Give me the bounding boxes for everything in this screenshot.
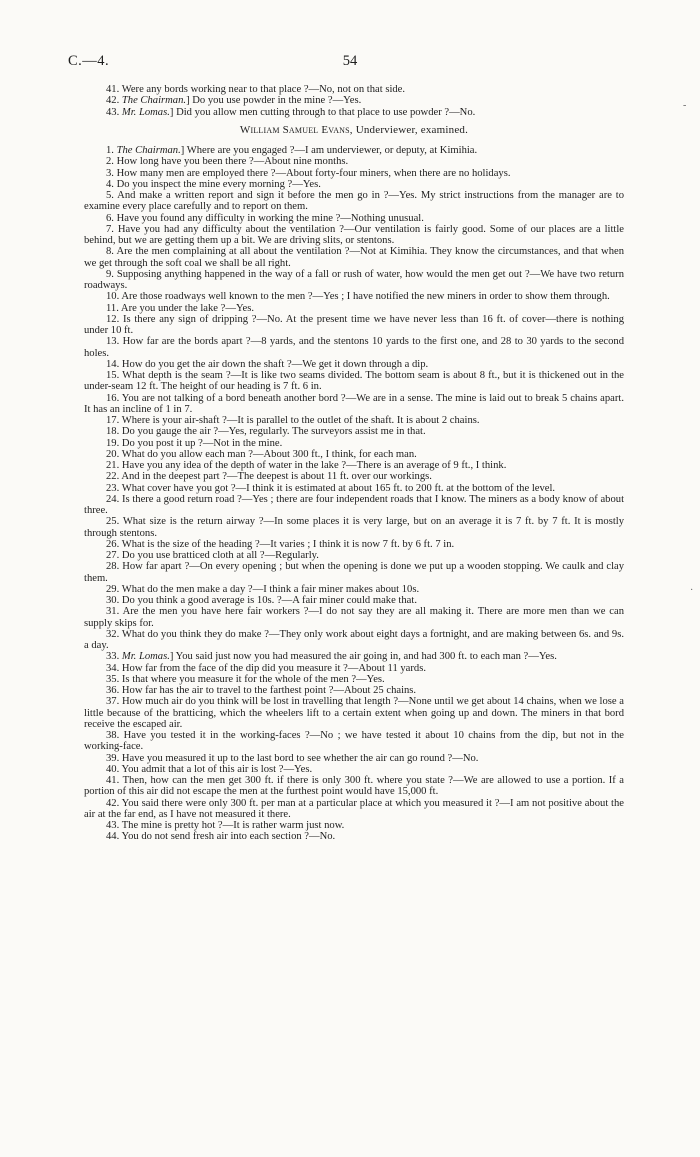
question-number: 20. <box>106 448 122 460</box>
question-text: Have you any idea of the depth of water in the lake ?—There is an average of 9 ft., I think. <box>121 460 507 471</box>
question-number: 41. <box>106 775 123 786</box>
question-text: Have you had any difficulty about the ventilation ?—Our ventilation is fairly good. Some of our places are a little behind, but we are getting them up a bit. We are driving slits, or stentons. <box>84 223 624 246</box>
question-paragraph <box>84 550 624 561</box>
question-paragraph <box>84 84 624 95</box>
question-paragraph <box>84 168 624 179</box>
question-text: Are the men you have here fair workers ?—I do not say they are all making it. There are more men than we can supply skips for. <box>84 606 624 629</box>
question-number: 39. <box>106 752 122 764</box>
question-paragraph <box>84 269 624 292</box>
question-number: 4. <box>106 178 117 190</box>
speaker-name: Mr. Lomas. <box>121 106 170 118</box>
question-number: 18. <box>106 426 122 438</box>
question-paragraph <box>84 314 624 337</box>
question-number: 29. <box>106 583 122 595</box>
question-text: Did you allow men cutting through to that place to use powder ?—No. <box>176 106 476 118</box>
question-paragraph <box>84 449 624 460</box>
question-paragraph <box>84 831 624 842</box>
question-text: What do the men make a day ?—I think a fair miner makes about 10s. <box>121 583 420 595</box>
question-number: 40. <box>106 763 122 775</box>
page-body <box>84 84 624 843</box>
question-paragraph <box>84 764 624 775</box>
question-text: Do you inspect the mine every morning ?—Yes. <box>116 178 321 190</box>
question-number: 14. <box>106 358 122 370</box>
question-number: 43. <box>106 820 122 831</box>
question-paragraph <box>84 179 624 190</box>
question-text: How far are the bords apart ?—8 yards, and the stentons 10 yards to the first one, and 28 to 30 yards to the second holes. <box>84 336 625 359</box>
question-paragraph <box>84 426 624 437</box>
question-paragraph <box>84 663 624 674</box>
question-text: Where are you engaged ?—I am underviewer, or deputy, at Kimihia. <box>186 145 478 156</box>
question-number: 16. <box>106 392 122 404</box>
question-number: 6. <box>106 212 117 224</box>
question-number: 9. <box>106 268 117 280</box>
question-paragraph <box>84 471 624 482</box>
question-paragraph <box>84 438 624 449</box>
question-number: 1. <box>106 145 117 156</box>
question-text: The mine is pretty hot ?—It is rather warm just now. <box>121 820 345 831</box>
question-paragraph: 1. The Chairman.] Where are you engaged ?—I am underviewer, or deputy, at Kimihia. <box>106 145 478 156</box>
question-number: 22. <box>106 471 122 483</box>
question-number: 5. <box>106 190 118 201</box>
question-paragraph <box>84 303 624 314</box>
question-text: And in the deepest part ?—The deepest is about 11 ft. over our workings. <box>121 471 432 483</box>
question-paragraph <box>84 370 624 393</box>
question-paragraph <box>84 674 624 685</box>
question-text: How far apart ?—On every opening ; but when the opening is done we put up a wooden stopping. We caulk and clay them. <box>84 561 625 584</box>
question-paragraph: 33. Mr. Lomas.] You said just now you had measured the air going in, and had 300 ft. to each man ?—Yes. <box>106 651 557 663</box>
witness-role: , Underviewer, examined. <box>349 123 469 136</box>
question-paragraph <box>84 393 624 416</box>
question-paragraph <box>84 224 624 247</box>
question-paragraph <box>84 820 624 831</box>
question-paragraph <box>84 516 624 539</box>
question-paragraph <box>84 336 624 359</box>
question-number: 34. <box>106 662 122 674</box>
question-text: Were any bords working near to that place ?—No, not on that side. <box>121 84 406 95</box>
question-text: Have you measured it up to the last bord to see whether the air can go round ?—No. <box>121 752 479 764</box>
question-paragraph <box>84 685 624 696</box>
question-paragraph <box>84 798 624 821</box>
question-text: How many men are employed there ?—About forty-four miners, when there are no holidays. <box>116 167 511 179</box>
question-number: 13. <box>106 336 123 348</box>
question-paragraph <box>84 561 624 584</box>
question-number: 15. <box>106 370 123 381</box>
question-text: Supposing anything happened in the way of a fall or rush of water, how would the men get out ?—We have two return roadways. <box>84 268 624 291</box>
speaker-name: Mr. Lomas. <box>121 651 170 663</box>
question-text: Are the men complaining at all about the ventilation ?—Not at Kimihia. They know the circumstances, and that when we get through the soft coal we shall be all right. <box>84 246 624 269</box>
question-number: 10. <box>106 291 122 303</box>
question-paragraph: 42. The Chairman.] Do you use powder in the mine ?—Yes. <box>106 95 362 107</box>
question-number: 42. <box>106 95 122 107</box>
question-paragraph <box>84 246 624 269</box>
question-text: Is there a good return road ?—Yes ; there are four independent roads that I know. The miners as a body know of about three. <box>84 493 625 516</box>
question-paragraph <box>84 539 624 550</box>
previous-testimony <box>84 84 624 118</box>
question-text: Do you use powder in the mine ?—Yes. <box>192 95 362 107</box>
question-number: 31. <box>106 606 123 618</box>
question-number: 35. <box>106 673 122 685</box>
question-number: 38. <box>106 730 124 741</box>
question-paragraph <box>84 775 624 798</box>
question-text: Do you use bratticed cloth at all ?—Regularly. <box>121 550 319 561</box>
question-text: How do you get the air down the shaft ?—We get it down through a dip. <box>121 358 429 370</box>
question-text: You do not send fresh air into each section ?—No. <box>121 831 336 843</box>
question-number: 26. <box>106 538 122 550</box>
question-text: Do you think a good average is 10s. ?—A fair miner could make that. <box>121 595 417 606</box>
margin-mark: · <box>690 585 694 596</box>
question-paragraph <box>84 213 624 224</box>
question-number: 32. <box>106 628 122 640</box>
question-text: How far has the air to travel to the farthest point ?—About 25 chains. <box>121 685 417 696</box>
question-number: 19. <box>106 437 122 449</box>
page-header <box>0 0 700 80</box>
question-paragraph <box>84 291 624 302</box>
question-paragraph <box>84 359 624 370</box>
question-text: Where is your air-shaft ?—It is parallel to the outlet of the shaft. It is about 2 chains. <box>121 415 480 426</box>
question-text: Then, how can the men get 300 ft. if there is only 300 ft. where you state ?—We are allowed to use a portion. If a portion of this air did not escape the men at the furthest point would have 15,000 ft. <box>84 775 624 798</box>
margin-mark: - <box>683 100 687 111</box>
question-text: How much air do you think will be lost in travelling that length ?—None until we get about 14 chains, when we lose a little because of the bratticing, which the wheelers lift to a certain extent when going up and down. The miners in that bord receive the escaped air. <box>84 696 625 730</box>
question-text: What do you think they do make ?—They only work about eight days a fortnight, and are making between 6s. and 9s. a day. <box>84 628 624 651</box>
question-number: 17. <box>106 415 122 426</box>
question-number: 37. <box>106 696 122 708</box>
question-number: 41. <box>106 84 122 95</box>
question-paragraph <box>84 696 624 730</box>
question-number: 11. <box>106 302 121 314</box>
question-text: Have you tested it in the working-faces ?—No ; we have tested it about 10 chains from the dip, but not in the working-face. <box>84 730 625 753</box>
question-number: 21. <box>106 460 122 471</box>
document-code: C.—4. <box>68 53 110 69</box>
question-text: You are not talking of a bord beneath another bord ?—We are in a sense. The mine is laid out to break 5 chains apart. It has an incline of 1 in 7. <box>84 392 624 415</box>
testimony-list <box>84 145 624 843</box>
question-text: Are you under the lake ?—Yes. <box>120 302 255 314</box>
question-number: 43. <box>106 106 122 118</box>
question-text: What depth is the seam ?—It is like two seams divided. The bottom seam is about 8 ft., but it is thickened out in the under-seam 12 ft. The height of our heading is 7 ft. 6 in. <box>84 370 625 393</box>
question-text: Is there any sign of dripping ?—No. At the present time we have never less than 16 ft. of cover—there is nothing under 10 ft. <box>84 313 625 336</box>
question-text: And make a written report and sign it before the men go in ?—Yes. My strict instructions from the manager are to examine every place carefully and to report on them. <box>84 190 624 213</box>
question-number: 23. <box>106 482 122 494</box>
question-paragraph <box>84 415 624 426</box>
question-number: 3. <box>106 167 117 179</box>
question-text: Are those roadways well known to the men ?—Yes ; I have notified the new miners in order to show them through. <box>121 291 610 303</box>
question-number: 12. <box>106 313 123 325</box>
question-text: You said there were only 300 ft. per man at a particular place at which you measured it ?—I am not positive about the air at the far end, as I have not measured it there. <box>84 797 624 820</box>
question-paragraph <box>84 753 624 764</box>
question-paragraph: 43. Mr. Lomas.] Did you allow men cutting through to that place to use powder ?—No. <box>106 106 476 118</box>
question-number: 30. <box>106 595 122 606</box>
question-number: 8. <box>106 246 117 258</box>
witness-heading <box>84 125 624 136</box>
question-paragraph <box>84 494 624 517</box>
question-paragraph <box>84 595 624 606</box>
speaker-name: The Chairman. <box>116 145 181 156</box>
speaker-name: The Chairman. <box>121 95 187 107</box>
question-text: How far from the face of the dip did you measure it ?—About 11 yards. <box>121 662 426 674</box>
question-number: 2. <box>106 156 117 168</box>
question-number: 25. <box>106 516 123 528</box>
question-paragraph <box>84 190 624 213</box>
question-text: What cover have you got ?—I think it is estimated at about 165 ft. to 200 ft. at the bottom of the level. <box>121 482 556 494</box>
question-number: 27. <box>106 550 122 561</box>
question-text: Do you post it up ?—Not in the mine. <box>121 437 283 449</box>
question-text: Do you gauge the air ?—Yes, regularly. The surveyors assist me in that. <box>121 426 426 438</box>
question-number: 36. <box>106 685 122 696</box>
question-number: 42. <box>106 797 122 809</box>
question-paragraph <box>84 606 624 629</box>
question-number: 44. <box>106 831 122 843</box>
question-paragraph <box>84 584 624 595</box>
question-paragraph <box>84 730 624 753</box>
question-text: What is the size of the heading ?—It varies ; I think it is now 7 ft. by 6 ft. 7 in. <box>121 538 455 550</box>
question-text: How long have you been there ?—About nine months. <box>116 156 349 168</box>
question-paragraph <box>84 629 624 652</box>
question-paragraph <box>84 460 624 471</box>
question-paragraph <box>84 483 624 494</box>
question-text: What do you allow each man ?—About 300 ft., I think, for each man. <box>121 448 417 460</box>
question-number: 28. <box>106 561 123 573</box>
question-number: 7. <box>106 223 118 235</box>
question-text: Have you found any difficulty in working the mine ?—Nothing unusual. <box>116 212 424 224</box>
question-text: You admit that a lot of this air is lost ?—Yes. <box>121 763 313 775</box>
question-text: You said just now you had measured the air going in, and had 300 ft. to each man ?—Yes. <box>175 651 557 663</box>
question-number: 33. <box>106 651 122 663</box>
question-text: Is that where you measure it for the whole of the men ?—Yes. <box>121 673 385 685</box>
question-text: What size is the return airway ?—In some places it is very large, but on an average it is 7 ft. by 7 ft. It is mostly through stentons. <box>84 516 625 539</box>
witness-name: William Samuel Evans <box>239 123 350 136</box>
page-number: 54 <box>342 53 358 69</box>
question-number: 24. <box>106 493 122 505</box>
question-paragraph <box>84 156 624 167</box>
